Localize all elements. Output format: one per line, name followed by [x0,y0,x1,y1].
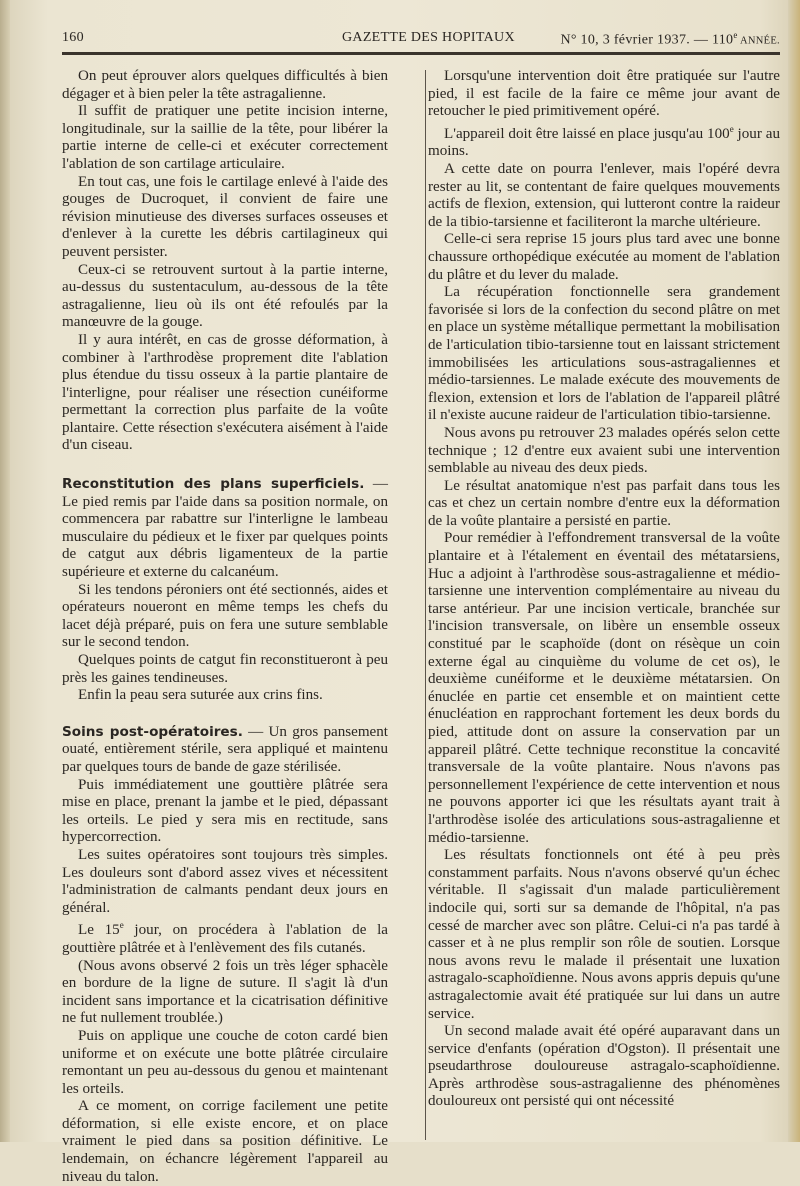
issue-line [560,30,780,49]
ordinal-sup: e [119,920,124,931]
paragraph: A cette date on pourra l'enlever, mais l'opéré devra rester au lit, se contentant de faire quelques mouvements actifs de flexion, extension, qui lutteront contre la raideur de la tibio-tarsienne et faciliteront la marche ultérieure. [428,161,780,230]
paragraph: Puis immédiatement une gouttière plâtrée sera mise en place, prenant la jambe et le pied, dépassant les orteils. Le pied y sera mis en rectitude, sans hypercorrection. [62,776,388,846]
paragraph: A ce moment, on corrige facilement une petite déformation, si elle existe encore, et on place vraiment le pied dans sa position définitive. Le lendemain, on échancre légèrement l'appareil au niveau du talon. [62,1098,388,1185]
paragraph-text: jour au moins. [428,125,780,160]
paragraph-text: — Le pied remis par l'aide dans sa position normale, on commencera par rabattre sur l'interligne le lambeau musculaire du pédieux et le fixer par quelques points de catgut aux débris ligamenteux de la partie supérieure et externe du calcanéum. [62,476,388,581]
journal-title: GAZETTE DES HOPITAUX [342,30,515,45]
paragraph: En tout cas, une fois le cartilage enlevé à l'aide des gouges de Ducroquet, il convient de faire une révision minutieuse des diverses surfaces osseuses et d'enlever à la curette les débris cartilagineux qui peuvent persister. [62,173,388,260]
paragraph: On peut éprouver alors quelques difficultés à bien dégager et à bien peler la tête astragalienne. [62,68,388,102]
section-heading: Soins post-opératoires. [62,723,243,740]
paragraph: Un second malade avait été opéré auparavant dans un service d'enfants (opération d'Ogston). Il présentait une pseudarthrose douloureuse astragalo-scaphoïdienne. Après arthrodèse sous-astragalienne des phénomènes douloureux ont persisté qui ont nécessité [428,1023,780,1110]
section-paragraph [62,724,388,777]
paragraph: Les résultats fonctionnels ont été à peu près constamment parfaits. Nous n'avons observé qu'un échec véritable. Il s'agissait d'un malade particulièrement indocile qui, sorti sur sa demande de l'hôpital, n'a pas cessé de marcher avec son plâtre. Celui-ci n'a pas tardé à casser et à ne plus remplir son rôle de soutien. Lorsque nous avons revu le malade il présentait une luxation astragalo-scaphoïdienne. Nous avons appris depuis qu'une astragalectomie avait été pratiquée sur lui dans un autre service. [428,847,780,1022]
paragraph: Le résultat anatomique n'est pas parfait dans tous les cas et chez un certain nombre d'entre eux la déformation de la voûte plantaire a persisté en partie. [428,477,780,529]
paragraph: Nous avons pu retrouver 23 malades opérés selon cette technique ; 12 d'entre eux avaient subi une intervention semblable au niveau des deux pieds. [428,424,780,477]
page-edge-right [788,0,800,1142]
paragraph-text: jour, on procédera à l'ablation de la gouttière plâtrée et à l'enlèvement des fils cutanés. [62,922,388,956]
paragraph: La récupération fonctionnelle sera grandement favorisée si lors de la confection du second plâtre on met en place un système métallique permettant la mobilisation de l'articulation tibio-tarsienne tout en laissant strictement immobilisées les articulations sous-astragaliennes et médio-tarsiennes. Le malade exécute des mouvements de flexion, extension et lors de l'ablation de l'appareil plâtré il n'existe aucune raideur de l'articulation tibio-tarsienne. [428,284,780,424]
paragraph: Quelques points de catgut fin reconstitueront à peu près les gaines tendineuses. [62,652,388,686]
left-column [62,68,388,1186]
ordinal-sup: e [729,123,734,134]
paragraph: Il suffit de pratiquer une petite incision interne, longitudinale, sur la saillie de la tête, pour libérer la partie interne de celle-ci et exécuter correctement l'ablation de son cartilage articulaire. [62,103,388,172]
section-heading: Reconstitution des plans superficiels. [62,476,365,493]
issue-text: N° 10, 3 février 1937. — 110 [560,32,734,48]
paragraph-text: L'appareil doit être laissé en place jusqu'au 100 [444,125,730,142]
page-number: 160 [62,30,84,45]
paragraph: Lorsqu'une intervention doit être pratiquée sur l'autre pied, il est facile de la faire ce même jour avant de retoucher le pied primitivement opéré. [428,68,780,120]
issue-year: ANNÉE. [737,35,780,47]
right-column [428,68,780,1111]
running-header [62,30,780,52]
section-paragraph [62,476,388,582]
issue-sup: e [733,30,738,40]
page-edge-left [0,0,10,1142]
paragraph: Si les tendons péroniers ont été sectionnés, aides et opérateurs noueront en même temps les chefs du lacet déjà préparé, puis on fera une suture semblable sur le second tendon. [62,581,388,651]
paragraph: Puis on applique une couche de coton cardé bien uniforme et on exécute une botte plâtrée circulaire remontant un peu au-dessous du genou et maintenant les orteils. [62,1027,388,1097]
paragraph: Ceux-ci se retrouvent surtout à la partie interne, au-dessus du sustentaculum, au-dessous de la tête astragalienne, lieu où ils ont été refoulés par la manœuvre de la gouge. [62,261,388,331]
paragraph [428,121,780,161]
paragraph [62,917,388,957]
paragraph: Celle-ci sera reprise 15 jours plus tard avec une bonne chaussure orthopédique exécutée au moment de l'ablation du plâtre et du lever du malade. [428,231,780,283]
paragraph-text: — Un gros pansement ouaté, entièrement stérile, sera appliqué et maintenu par quelques tours de bande de gaze stérilisée. [62,723,388,775]
paragraph: Pour remédier à l'effondrement transversal de la voûte plantaire et à l'étalement en éventail des métatarsiens, Huc a adjoint à l'arthrodèse sous-astragalienne et médio-tarsienne une intervention complémentaire au niveau du tarse antérieur. Par une incision verticale, branchée sur l'incision transversale, on libère un ensemble osseux constitué par le scaphoïde (dont on résèque un coin externe égal au cinquième du volume de cet os), le deuxième cunéiforme et le deuxième métatarsien. On énuclée en partie cet ensemble et on maintient cette énucléation en rapprochant fortement les deux bords du pied, attitude dont on assure la conservation par un appareil plâtré. Cette technique reconstitue la concavité transversale de la voûte plantaire. Nous n'avons pas personnellement l'expérience de cette intervention et nous ne pouvons apporter ici que les résultats ayant trait à l'arthrodèse isolée des articulations sous-astragalienne et médio-tarsienne. [428,530,780,846]
paragraph: Les suites opératoires sont toujours très simples. Les douleurs sont d'abord assez vives et nécessitent l'administration de calmants pendant deux jours en général. [62,846,388,916]
paragraph-text: Le 15 [78,922,120,939]
column-divider [425,70,426,1140]
paragraph: (Nous avons observé 2 fois un très léger sphacèle en bordure de la ligne de suture. Il s'agit là d'un incident sans importance et la cicatrisation définitive ne fut nullement troublée.) [62,957,388,1027]
header-rule [62,52,780,55]
paragraph: Il y aura intérêt, en cas de grosse déformation, à combiner à l'arthrodèse proprement dite l'ablation plus étendue du tissu osseux à la partie plantaire de l'interligne, pour réaliser une résection cunéiforme permettant la correction plus parfaite de la voûte plantaire. Cette résection s'exécutera aisément à l'aide d'un ciseau. [62,331,388,454]
paragraph: Enfin la peau sera suturée aux crins fins. [78,687,323,704]
